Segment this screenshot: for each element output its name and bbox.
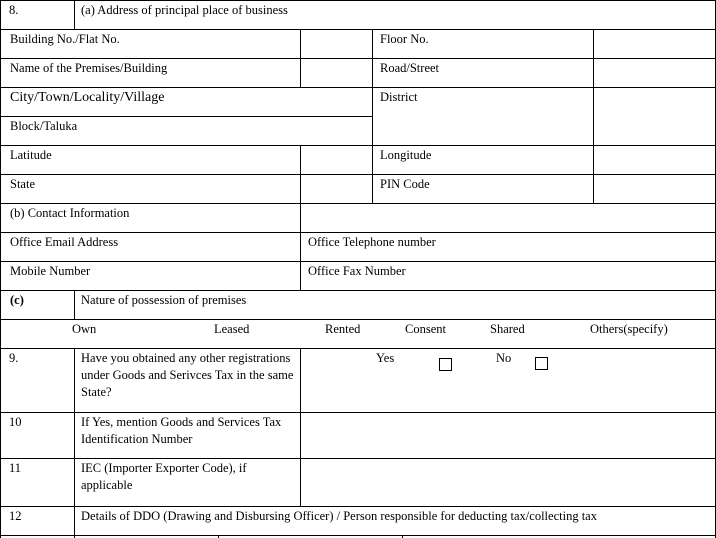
grid-line <box>74 348 75 538</box>
grid-line <box>0 290 716 291</box>
possession-option-consent: Consent <box>405 322 446 336</box>
grid-line <box>0 0 716 1</box>
grid-line <box>0 145 716 146</box>
section-number: 8. <box>9 3 19 17</box>
grid-line <box>0 458 716 459</box>
section-number: 9. <box>9 351 19 365</box>
yes-checkbox[interactable] <box>439 358 452 371</box>
possession-option-shared: Shared <box>490 322 525 336</box>
grid-line <box>0 29 716 30</box>
grid-line <box>0 261 716 262</box>
grid-line <box>0 319 716 320</box>
possession-label: (c) <box>10 293 24 307</box>
block-taluka-label: Block/Taluka <box>10 119 78 133</box>
other-registrations-question: Have you obtained any other registrations under Goods and Serivces Tax in the same State? <box>81 351 294 399</box>
grid-line <box>372 29 373 204</box>
contact-heading: (b) Contact Information <box>10 206 130 220</box>
gstin-question: If Yes, mention Goods and Services Tax Identification Number <box>81 415 282 446</box>
grid-line <box>0 0 1 538</box>
office-email-label: Office Email Address <box>10 235 119 249</box>
possession-option-others: Others(specify) <box>590 322 668 336</box>
possession-option-leased: Leased <box>214 322 250 336</box>
grid-line <box>0 58 716 59</box>
no-label: No <box>496 351 512 365</box>
grid-line <box>300 203 301 290</box>
office-telephone-label: Office Telephone number <box>308 235 436 249</box>
office-fax-label: Office Fax Number <box>308 264 406 278</box>
grid-line <box>300 348 301 506</box>
grid-line <box>0 116 372 117</box>
grid-line <box>0 506 716 507</box>
section-number: 11 <box>9 461 22 475</box>
grid-line <box>300 29 301 87</box>
grid-line <box>0 87 716 88</box>
section-number: 10 <box>9 415 22 429</box>
road-street-label: Road/Street <box>380 61 440 75</box>
grid-line <box>74 0 75 30</box>
state-label: State <box>10 177 35 191</box>
pin-code-label: PIN Code <box>380 177 430 191</box>
latitude-label: Latitude <box>10 148 52 162</box>
grid-line <box>0 412 716 413</box>
premises-name-label: Name of the Premises/Building <box>10 61 168 75</box>
possession-option-rented: Rented <box>325 322 361 336</box>
address-heading: (a) Address of principal place of business <box>81 3 288 17</box>
floor-no-label: Floor No. <box>380 32 429 46</box>
possession-heading: Nature of possession of premises <box>81 293 247 307</box>
grid-line <box>0 174 716 175</box>
longitude-label: Longitude <box>380 148 432 162</box>
grid-line <box>0 203 716 204</box>
mobile-number-label: Mobile Number <box>10 264 91 278</box>
yes-label: Yes <box>376 351 395 365</box>
no-checkbox[interactable] <box>535 357 548 370</box>
building-no-label: Building No./Flat No. <box>10 32 120 46</box>
district-label: District <box>380 90 418 104</box>
ddo-details-heading: Details of DDO (Drawing and Disbursing Officer) / Person responsible for deducting tax/collecting tax <box>81 509 597 523</box>
grid-line <box>74 290 75 320</box>
grid-line <box>593 29 594 204</box>
grid-line <box>0 348 716 349</box>
section-number: 12 <box>9 509 22 523</box>
grid-line <box>0 232 716 233</box>
possession-option-own: Own <box>72 322 97 336</box>
grid-line <box>0 535 716 536</box>
city-label: City/Town/Locality/Village <box>10 90 165 105</box>
iec-question: IEC (Importer Exporter Code), if applicable <box>81 461 247 492</box>
grid-line <box>300 145 301 204</box>
